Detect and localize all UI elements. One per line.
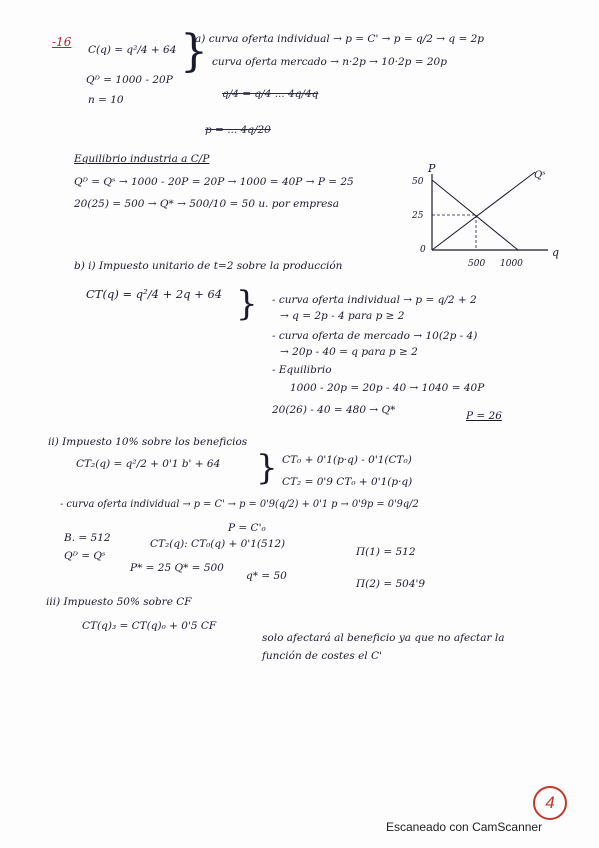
b-supply-line-4: → 20p - 40 = q para p ≥ 2 xyxy=(280,346,418,358)
ii-heading: ii) Impuesto 10% sobre los beneficios xyxy=(48,436,248,448)
problem-number: -16 xyxy=(52,35,72,49)
graph-x-label: q xyxy=(552,246,560,259)
ii-brace: } xyxy=(256,448,278,488)
b-equilibrium-line-2: 20(26) - 40 = 480 → Q* xyxy=(272,404,396,416)
graph-x-tick-1000: 1000 xyxy=(500,259,523,269)
equilibrium-line-2: 20(25) = 500 → Q* → 500/10 = 50 u. por empresa xyxy=(74,198,339,210)
b-equilibrium-label: - Equilibrio xyxy=(272,364,332,376)
ii-benefit: B. = 512 xyxy=(64,532,111,544)
b-supply-line-2: → q = 2p - 4 para p ≥ 2 xyxy=(280,310,405,322)
b-brace: } xyxy=(236,284,258,324)
page-number: 4 xyxy=(533,786,567,820)
ii-cost-line-2: CT₂ = 0'9 CT₀ + 0'1(p·q) xyxy=(282,476,413,488)
graph-y-label: P xyxy=(428,162,436,175)
ii-price-equals-mc: P = C'₀ xyxy=(228,522,266,534)
graph-y-tick-25: 25 xyxy=(412,211,424,221)
b-cost-function: CT(q) = q²/4 + 2q + 64 xyxy=(86,287,223,301)
a-struck-line-2: p = ... 4q/20 xyxy=(205,124,271,136)
scanner-watermark: Escaneado con CamScanner xyxy=(386,820,543,834)
ii-profit-2: Π(2) = 504'9 xyxy=(356,578,426,590)
b-equilibrium-line-1: 1000 - 20p = 20p - 40 → 1040 = 40P xyxy=(290,382,485,394)
graph-y-tick-50: 50 xyxy=(412,177,424,187)
b-supply-line-3: - curva oferta de mercado → 10(2p - 4) xyxy=(272,330,478,342)
graph-x-tick-500: 500 xyxy=(468,259,486,269)
b-equilibrium-price: P = 26 xyxy=(466,410,502,422)
givens-brace: } xyxy=(180,26,208,77)
equilibrium-heading: Equilibrio industria a C/P xyxy=(74,153,210,165)
ii-cost-function: CT₂(q) = q²/2 + 0'1 b' + 64 xyxy=(76,458,221,470)
ii-profit-1: Π(1) = 512 xyxy=(356,546,416,558)
ii-market-equilibrium: Qᴰ = Qˢ xyxy=(64,550,106,562)
supply-demand-graph xyxy=(410,160,560,270)
graph-supply-label: Qˢ xyxy=(534,170,546,181)
ii-cost-line-1: CT₀ + 0'1(p·q) - 0'1(CT₀) xyxy=(282,454,412,466)
graph-y-tick-0: 0 xyxy=(420,245,426,255)
ii-price-quantity: P* = 25 Q* = 500 xyxy=(130,562,224,574)
firm-count: n = 10 xyxy=(88,94,124,106)
ii-ct2: CT₂(q): CT₀(q) + 0'1(512) xyxy=(150,538,286,550)
cost-function: C(q) = q²/4 + 64 xyxy=(88,44,177,56)
iii-note-line-1: solo afectará al beneficio ya que no afectar la xyxy=(262,632,505,644)
iii-heading: iii) Impuesto 50% sobre CF xyxy=(46,596,192,608)
iii-note-line-2: función de costes el C' xyxy=(262,650,382,662)
a-individual-supply: a) curva oferta individual → p = C' → p = q/2 → q = 2p xyxy=(195,33,485,45)
ii-firm-quantity: q* = 50 xyxy=(246,570,287,582)
equilibrium-line-1: Qᴰ = Qˢ → 1000 - 20P = 20P → 1000 = 40P → P = 25 xyxy=(74,176,354,188)
b-heading: b) i) Impuesto unitario de t=2 sobre la producción xyxy=(74,260,343,272)
iii-cost-function: CT(q)₃ = CT(q)₀ + 0'5 CF xyxy=(82,620,217,632)
market-demand: Qᴰ = 1000 - 20P xyxy=(86,74,173,86)
b-supply-line-1: - curva oferta individual → p = q/2 + 2 xyxy=(272,294,477,306)
a-struck-line-1: q/4 = q/4 ... 4q/4q xyxy=(222,88,319,100)
a-market-supply: curva oferta mercado → n·2p → 10·2p = 20p xyxy=(212,56,447,68)
ii-supply-line: - curva oferta individual → p = C' → p = 0'9(q/2) + 0'1 p → 0'9p = 0'9q/2 xyxy=(60,499,419,510)
graph-supply-line xyxy=(432,172,535,250)
